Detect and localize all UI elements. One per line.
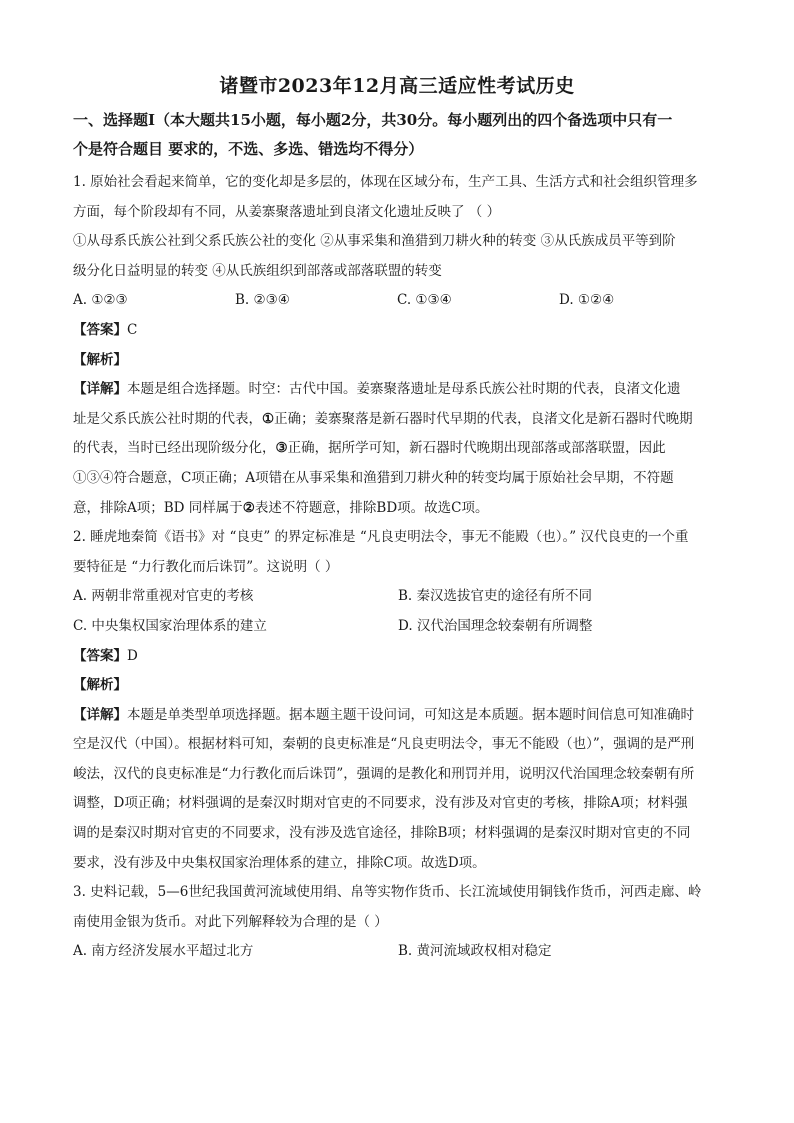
detail-line: [73, 405, 723, 435]
detail-text: 表述不符题意，排除BD项。故选C项。: [254, 499, 489, 516]
page-title: 诸暨市2023年12月高三适应性考试历史: [219, 75, 575, 97]
question-stem: 方面，每个阶段却有不同，从姜寨聚落遗址到良渚文化遗址反映了 （ ）: [73, 203, 501, 220]
question-list: [73, 168, 723, 967]
detail-text: 意，排除A项；BD 同样属于: [73, 499, 243, 516]
question-stem: 2. 睡虎地秦简《语书》对 “良吏” 的界定标准是 “凡良吏明法令，事无不能殿（也）。” 汉代良吏的一个重: [73, 529, 689, 546]
option-row: [73, 612, 723, 642]
detail-line: 调整，D项正确；材料强调的是秦汉时期对官吏的不同要求，没有涉及对官吏的考核，排除A项；材料强: [73, 795, 688, 812]
answer-tag: 【答案】: [73, 647, 127, 664]
question-stem: 1. 原始社会看起来简单，它的变化却是多层的，体现在区域分布，生产工具、生活方式和社会组织管理多: [73, 174, 698, 190]
detail-tag: 【详解】: [73, 381, 127, 398]
detail-line: 空是汉代（中国）。根据材料可知，秦朝的良吏标准是“凡良吏明法令，事无不能殴（也）”，强调的是严刑: [73, 736, 695, 753]
question-item-list: 级分化日益明显的转变 ④从氏族组织到部落或部落联盟的转变: [73, 262, 442, 279]
detail-text: 的代表，当时已经出现阶级分化，: [73, 440, 276, 457]
detail-line: 峻法，汉代的良吏标准是“力行教化而后诛罚”，强调的是教化和刑罚并用，说明汉代治国理念较秦朝有所: [73, 765, 695, 782]
detail-line: [73, 494, 723, 524]
question-item-list: ①从母系氏族公社到父系氏族公社的变化 ②从事采集和渔猎到刀耕火种的转变 ③从氏族成员平等到阶: [73, 233, 676, 250]
question-stem: 3. 史料记载，5—6世纪我国黄河流域使用绢、帛等实物作货币、长江流域使用铜钱作货币，河西走廊、岭: [73, 884, 702, 901]
answer-value: D: [127, 647, 138, 664]
detail-line: [73, 375, 723, 405]
option-b[interactable]: B. ②③④: [235, 292, 290, 309]
section-header-line: 一、选择题Ⅰ（本大题共15小题，每小题2分，共30分。每小题列出的四个备选项中只有一: [73, 111, 673, 129]
analysis-line: [73, 346, 723, 376]
question-2: [73, 523, 723, 878]
answer-tag: 【答案】: [73, 321, 127, 338]
option-a[interactable]: A. ①②③: [73, 292, 128, 309]
option-b[interactable]: B. 黄河流域政权相对稳定: [398, 943, 552, 960]
circled-number: ②: [242, 499, 255, 516]
question-3: [73, 878, 723, 967]
detail-line: ①③④符合题意，C项正确；A项错在从事采集和渔猎到刀耕火种的转变均属于原始社会早期，不符题: [73, 469, 674, 486]
circled-number: ①: [262, 410, 275, 427]
analysis-line: [73, 671, 723, 701]
detail-text: 正确，据所学可知，新石器时代晚期出现部落或部落联盟，因此: [287, 440, 666, 457]
option-a[interactable]: A. 两朝非常重视对官吏的考核: [73, 588, 254, 605]
option-c[interactable]: C. 中央集权国家治理体系的建立: [73, 617, 267, 634]
option-b[interactable]: B. 秦汉选拔官吏的途径有所不同: [398, 588, 593, 605]
option-d[interactable]: D. ①②④: [559, 292, 615, 309]
answer-line: [73, 642, 723, 672]
detail-text: 本题是单类型单项选择题。据本题主题干设问词，可知这是本质题。据本题时间信息可知准确时: [127, 706, 694, 723]
question-1: [73, 168, 723, 523]
question-stem: 要特征是 “力行教化而后诛罚”。这说明（ ）: [73, 558, 339, 575]
detail-line: [73, 701, 723, 731]
section-header: [73, 106, 723, 164]
circled-number: ③: [275, 440, 288, 457]
section-header-line: 个是符合题目 要求的，不选、多选、错选均不得分）: [73, 140, 424, 158]
detail-line: 调的是秦汉时期对官吏的不同要求，没有涉及选官途径，排除B项；材料强调的是秦汉时期对官吏的不同: [73, 825, 691, 842]
detail-line: 要求，没有涉及中央集权国家治理体系的建立，排除C项。故选D项。: [73, 854, 486, 871]
detail-text: 正确；姜寨聚落是新石器时代早期的代表，良渚文化是新石器时代晚期: [274, 410, 693, 427]
option-c[interactable]: C. ①③④: [397, 292, 452, 309]
detail-line: [73, 434, 723, 464]
detail-text: 本题是组合选择题。时空：古代中国。姜寨聚落遗址是母系氏族公社时期的代表，良渚文化遗: [127, 381, 681, 398]
analysis-tag: 【解析】: [73, 677, 127, 694]
detail-text: 址是父系氏族公社时期的代表，: [73, 410, 262, 427]
option-row: [73, 582, 723, 612]
analysis-tag: 【解析】: [73, 351, 127, 368]
option-row: [73, 937, 723, 967]
option-a[interactable]: A. 南方经济发展水平超过北方: [73, 943, 254, 960]
detail-tag: 【详解】: [73, 706, 127, 723]
option-row: [73, 286, 723, 316]
option-d[interactable]: D. 汉代治国理念较秦朝有所调整: [398, 617, 593, 634]
question-stem: 南使用金银为货币。对此下列解释较为合理的是（ ）: [73, 913, 388, 930]
answer-value: C: [127, 321, 138, 338]
answer-line: [73, 316, 723, 346]
